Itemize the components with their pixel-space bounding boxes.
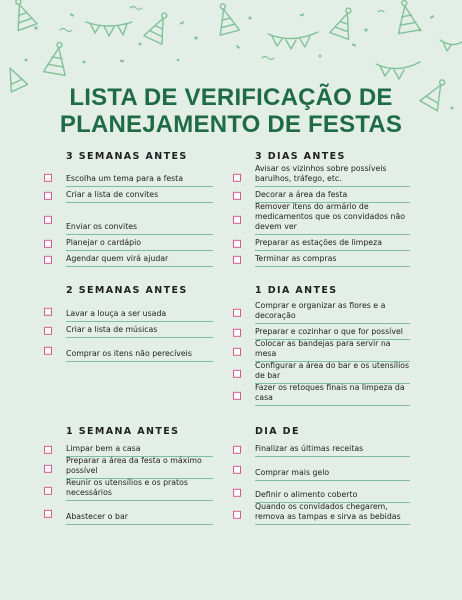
section-title: DIA DE <box>255 426 300 437</box>
party-hat-icon <box>213 2 240 36</box>
item-label: Reunir os utensílios e os pratos necessários <box>66 477 213 501</box>
item-label: Enviar os convites <box>66 221 213 235</box>
checkbox[interactable] <box>44 327 52 335</box>
item-label: Comprar e organizar as flores e a decoração <box>255 300 410 324</box>
checklist-item <box>255 457 410 481</box>
checkbox[interactable] <box>233 446 241 454</box>
bunting-icon <box>86 22 132 36</box>
checklist <box>255 300 410 406</box>
checklist-item <box>255 441 410 457</box>
checkbox[interactable] <box>233 370 241 378</box>
section-dia-de <box>255 425 410 525</box>
page-title <box>0 84 462 138</box>
item-label: Comprar mais gelo <box>255 467 410 481</box>
item-label: Decorar a área da festa <box>255 189 410 203</box>
checklist-item <box>66 203 213 235</box>
title-line-1: LISTA DE VERIFICAÇÃO DE <box>69 84 393 111</box>
item-label: Avisar os vizinhos sobre possíveis barulhos, tráfego, etc. <box>255 163 410 187</box>
checklist-item <box>255 300 410 324</box>
checklist-item <box>66 457 213 479</box>
item-label: Colocar as bandejas para servir na mesa <box>255 338 410 362</box>
checkbox[interactable] <box>44 216 52 224</box>
bunting-icon <box>440 40 462 51</box>
party-hat-icon <box>330 5 359 40</box>
section-title: 3 SEMANAS ANTES <box>66 151 188 162</box>
bunting-icon <box>376 62 420 79</box>
checklist-item <box>255 251 410 267</box>
item-label: Remover itens do armário de medicamentos que os convidados não devem ver <box>255 201 410 235</box>
checkbox[interactable] <box>233 348 241 356</box>
party-hat-icon <box>43 41 70 76</box>
section-title: 2 SEMANAS ANTES <box>66 285 188 296</box>
item-label: Agendar quem virá ajudar <box>66 253 213 267</box>
checkbox[interactable] <box>233 309 241 317</box>
checklist-item <box>66 479 213 501</box>
section-title: 1 DIA ANTES <box>255 285 338 296</box>
checklist-item <box>66 338 213 362</box>
item-label: Lavar a louça a ser usada <box>66 308 213 322</box>
checklist-item <box>66 322 213 338</box>
checkbox[interactable] <box>233 240 241 248</box>
section-3-dias-antes <box>255 150 410 267</box>
checklist-item <box>66 166 213 187</box>
checklist-item <box>66 235 213 251</box>
confetti-icon <box>60 7 384 60</box>
item-label: Escolha um tema para a festa <box>66 173 213 187</box>
item-label: Criar a lista de músicas <box>66 324 213 338</box>
party-hat-icon <box>144 9 175 44</box>
checklist <box>66 441 213 525</box>
checkbox[interactable] <box>233 466 241 474</box>
party-hat-icon <box>393 0 420 34</box>
checkbox[interactable] <box>233 256 241 264</box>
checkbox[interactable] <box>44 192 52 200</box>
checklist-item <box>255 340 410 362</box>
item-label: Preparar a área da festa o máximo possível <box>66 455 213 479</box>
checkbox[interactable] <box>233 173 241 181</box>
section-1-semana-antes <box>66 425 213 525</box>
item-label: Comprar os itens não perecíveis <box>66 348 213 362</box>
checkbox[interactable] <box>44 487 52 495</box>
checklist-item <box>66 251 213 267</box>
checklist <box>255 441 410 525</box>
checklist-item <box>66 187 213 203</box>
item-label: Abastecer o bar <box>66 511 213 525</box>
checklist-item <box>255 503 410 525</box>
checkbox[interactable] <box>44 173 52 181</box>
checklist <box>255 166 410 267</box>
bunting-icon <box>268 32 318 49</box>
checklist-item <box>255 166 410 187</box>
item-label: Preparar as estações de limpeza <box>255 237 410 251</box>
item-label: Configurar a área do bar e os utensílios de bar <box>255 360 410 384</box>
checkbox[interactable] <box>233 192 241 200</box>
checklist <box>66 300 213 362</box>
checkbox[interactable] <box>44 256 52 264</box>
party-hat-icon <box>8 0 37 31</box>
section-title: 1 SEMANA ANTES <box>66 426 180 437</box>
checklist-item <box>255 235 410 251</box>
checklist-item <box>66 501 213 525</box>
checkbox[interactable] <box>44 465 52 473</box>
section-1-dia-antes <box>255 284 410 406</box>
title-line-2: PLANEJAMENTO DE FESTAS <box>59 111 403 138</box>
checkbox[interactable] <box>44 510 52 518</box>
checkbox[interactable] <box>233 511 241 519</box>
checklist-item <box>255 203 410 235</box>
checkbox[interactable] <box>233 489 241 497</box>
item-label: Fazer os retoques finais na limpeza da casa <box>255 382 410 406</box>
checklist-item <box>255 362 410 384</box>
checkbox[interactable] <box>44 446 52 454</box>
checkbox[interactable] <box>44 308 52 316</box>
section-title: 3 DIAS ANTES <box>255 151 346 162</box>
checklist <box>66 166 213 267</box>
checklist-item <box>255 481 410 503</box>
section-2-semanas-antes <box>66 284 213 362</box>
item-label: Definir o alimento coberto <box>255 489 410 503</box>
checkbox[interactable] <box>233 216 241 224</box>
checklist-item <box>255 384 410 406</box>
item-label: Quando os convidados chegarem, remova as tampas e sirva as bebidas <box>255 501 410 525</box>
item-label: Preparar e cozinhar o que for possível <box>255 326 410 340</box>
item-label: Planejar o cardápio <box>66 237 213 251</box>
item-label: Criar a lista de convites <box>66 189 213 203</box>
checkbox[interactable] <box>233 392 241 400</box>
checkbox[interactable] <box>44 347 52 355</box>
checkbox[interactable] <box>44 240 52 248</box>
checkbox[interactable] <box>233 329 241 337</box>
item-label: Limpar bem a casa <box>66 443 213 457</box>
checklist-item <box>66 300 213 322</box>
item-label: Terminar as compras <box>255 253 410 267</box>
item-label: Finalizar as últimas receitas <box>255 443 410 457</box>
section-3-semanas-antes <box>66 150 213 267</box>
